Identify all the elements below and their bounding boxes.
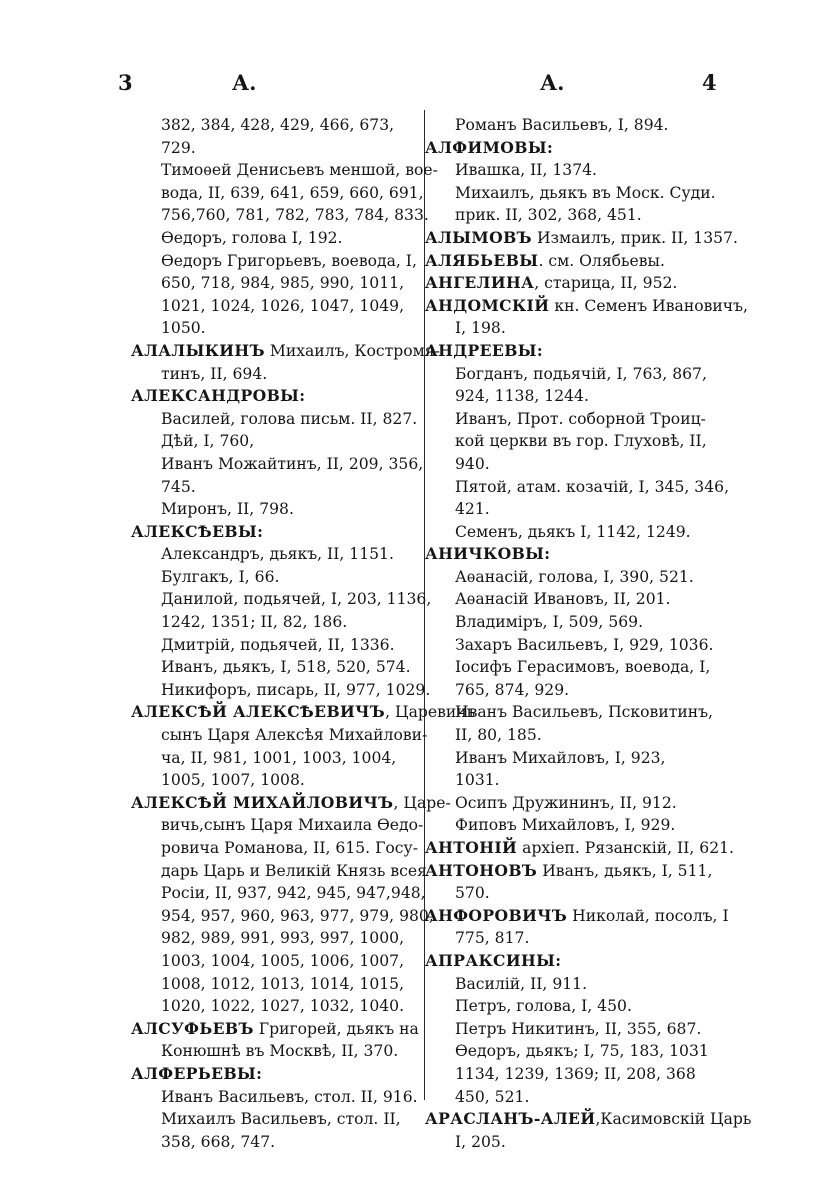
surname-heading: АНТОНІЙ [425,838,518,857]
section-letter-right: А. [540,70,565,95]
index-entry-line [425,882,725,905]
index-entry-line [425,363,725,386]
page-number-left: 3 [118,70,133,95]
entry-text: , Царе- [393,793,451,812]
entry-text: 450, 521. [455,1087,530,1106]
index-entry-line [425,317,725,340]
entry-text: 1003, 1004, 1005, 1006, 1007, [161,951,405,970]
entry-text: Ѳедоръ, дьякъ; I, 75, 183, 1031 [455,1042,709,1061]
index-entry-line [131,634,423,657]
index-entry-line [425,1131,725,1154]
entry-text: Петръ, голова, I, 450. [455,997,632,1016]
entry-text: 1050. [161,319,206,338]
entry-text: Иванъ, дьякъ, I, 511, [537,861,713,880]
index-entry-line [425,634,725,657]
entry-text: Дѣй, I, 760, [161,432,255,451]
surname-heading: АНИЧКОВЫ: [425,544,551,564]
index-entry-line [131,950,423,973]
entry-text: Захаръ Васильевъ, I, 929, 1036. [455,635,714,654]
entry-text: , Царевичь [385,703,476,722]
entry-text: 982, 989, 991, 993, 997, 1000, [161,929,405,948]
index-entry-line [425,701,725,724]
entry-text: Иванъ Можайтинъ, II, 209, 356, [161,454,424,473]
surname-heading: АНГЕЛИНА [425,273,535,293]
index-entry-line [131,882,426,905]
entry-text: дарь Царь и Великій Князь всея [161,861,427,880]
entry-text: 382, 384, 428, 429, 466, 673, [161,116,395,134]
section-letter-left: А. [232,70,257,95]
surname-heading: АЛЯБЬЕВЫ [425,250,539,270]
entry-text: Богданъ, подьячій, I, 763, 867, [455,364,707,383]
index-heading-line [131,1063,423,1086]
entry-text: Осипъ Дружининъ, II, 912. [455,793,677,812]
index-entry-line [131,430,423,453]
index-entry-line [131,973,423,996]
index-entry-line [425,204,725,227]
surname-heading: АНТОНОВЪ [425,860,538,880]
entry-text: Данилой, подьячей, I, 203, 1136, [161,590,432,609]
index-entry-line [425,927,725,950]
entry-text: вода, II, 639, 641, 659, 660, 691, [161,183,424,202]
entry-text: Иванъ Васильевъ, Псковитинъ, [455,703,713,722]
index-entry-line [425,159,725,182]
entry-text: кн. Семенъ Ивановичъ, [549,296,748,315]
entry-text: Михаилъ Васильевъ, стол. II, [161,1110,401,1129]
entry-text: Ивашка, II, 1374. [455,161,598,180]
index-entry-line [131,814,423,837]
index-entry-line [131,453,423,476]
index-entry-line [131,927,423,950]
surname-heading: АЛАЛЫКИНЪ [131,340,265,360]
entry-text: Григорей, дьякъ на [253,1019,419,1038]
index-entry-line [131,905,434,928]
index-heading-line [131,385,423,408]
index-entry-line [131,1108,423,1131]
entry-text: 1134, 1239, 1369; II, 208, 368 [455,1064,696,1083]
index-entry-line [425,747,725,770]
entry-text: 1020, 1022, 1027, 1032, 1040. [161,997,405,1016]
index-entry-line [425,792,725,815]
index-entry-line [425,182,725,205]
page-number-right: 4 [702,70,717,95]
index-entry-line [425,611,725,634]
entry-text: Александръ, дьякъ, II, 1151. [161,545,394,564]
index-entry-line [131,295,423,318]
entry-text: Ѳедоръ, голова I, 192. [161,228,343,247]
index-entry-line [131,408,423,431]
surname-heading: АРАСЛАНЪ-АЛЕЙ [425,1109,596,1129]
index-entry-line [425,995,725,1018]
entry-text: II, 80, 185. [455,726,542,745]
entry-text: 1021, 1024, 1026, 1047, 1049, [161,296,405,315]
entry-text: Ѳедоръ Григорьевъ, воевода, I, [161,251,417,270]
index-entry-line [425,724,725,747]
entry-text: 650, 718, 984, 985, 990, 1011, [161,274,405,293]
entry-text: Тимоѳей Денисьевъ меншой, вое- [161,161,438,180]
index-entry-line [131,611,423,634]
entry-text: 924, 1138, 1244. [455,387,589,406]
index-heading-line [131,701,476,724]
index-heading-line [131,521,423,544]
index-entry-line [131,476,423,499]
entry-text: Росіи, II, 937, 942, 945, 947,948, [161,884,426,903]
index-entry-line [131,860,427,883]
index-entry-line [131,137,423,160]
index-entry-line [131,588,432,611]
index-entry-line [131,114,423,137]
index-heading-line [131,1018,423,1041]
entry-text: Измаилъ, прик. II, 1357. [531,228,738,247]
index-entry-line [131,543,423,566]
index-heading-line [425,227,738,250]
entry-text: Никифоръ, писарь, II, 977, 1029. [161,680,431,699]
index-entry-line [425,408,725,431]
index-entry-line [131,679,431,702]
entry-text: Іосифъ Герасимовъ, воевода, I, [455,658,711,677]
index-entry-line [131,1040,423,1063]
index-entry-line [131,317,423,340]
index-entry-line [425,114,725,137]
entry-text: Иванъ, Прот. соборной Троиц- [455,409,706,428]
index-entry-line [425,1086,725,1109]
surname-heading: АЛЕКСѢЙ АЛЕКСѢЕВИЧЪ [131,702,386,722]
index-entry-line [131,498,423,521]
index-entry-line [131,227,423,250]
surname-heading: АЛФИМОВЫ: [425,137,554,157]
surname-heading: АНДОМСКІЙ [425,295,550,315]
index-entry-line [425,1063,725,1086]
entry-text: вичь,сынъ Царя Михаила Ѳедо- [161,816,424,835]
entry-text: архіеп. Рязанскій, II, 621. [517,839,734,857]
entry-text: Аѳанасій, голова, I, 390, 521. [455,567,694,586]
index-entry-line [131,995,423,1018]
index-entry-line [131,656,423,679]
entry-text: Михаилъ, дьякъ въ Моск. Суди. [455,183,716,202]
entry-text: Романъ Васильевъ, I, 894. [455,116,669,134]
entry-text: сынъ Царя Алексѣя Михайлови- [161,726,428,745]
index-entry-line [425,385,725,408]
index-entry-line [425,588,725,611]
entry-text: Булгакъ, I, 66. [161,567,280,586]
index-entry-line [425,521,725,544]
surname-heading: АЛЕКСѢЙ МИХАЙЛОВИЧЪ [131,792,394,812]
surname-heading: АЛЕКСѢЕВЫ: [131,521,264,541]
index-entry-line [425,1018,725,1041]
entry-text: 954, 957, 960, 963, 977, 979, 980, [161,906,434,925]
index-heading-line [425,250,725,273]
entry-text: 940. [455,454,490,473]
index-entry-line [425,656,725,679]
index-entry-line [425,1040,725,1063]
entry-text: Иванъ, дьякъ, I, 518, 520, 574. [161,658,411,677]
entry-text: I, 198. [455,319,506,338]
index-entry-line [425,476,730,499]
entry-text: ровича Романова, II, 615. Госу- [161,839,418,857]
entry-text: Владиміръ, I, 509, 569. [455,613,644,632]
index-entry-line [131,1131,423,1154]
index-heading-line [425,340,725,363]
index-heading-line [425,272,725,295]
index-entry-line [131,724,428,747]
index-heading-line [425,905,729,928]
entry-text: Миронъ, II, 798. [161,500,294,519]
entry-text: I, 205. [455,1132,506,1151]
entry-text: Иванъ Михайловъ, I, 923, [455,748,666,767]
entry-text: тинъ, II, 694. [161,364,268,383]
index-entry-line [425,566,725,589]
surname-heading: АЛЕКСАНДРОВЫ: [131,386,306,406]
index-entry-line [131,837,423,860]
entry-text: кой церкви въ гор. Глуховѣ, II, [455,432,707,451]
index-heading-line [131,340,440,363]
entry-text: ,Касимовскій Царь [595,1110,752,1129]
surname-heading: АНДРЕЕВЫ: [425,340,544,360]
entry-text: Михаилъ, Костромя- [264,341,440,360]
entry-text: Василей, голова письм. II, 827. [161,409,418,428]
entry-text: 1008, 1012, 1013, 1014, 1015, [161,974,405,993]
index-heading-line [425,950,725,973]
index-entry-line [425,973,725,996]
index-heading-line [425,1108,752,1131]
surname-heading: АЛФЕРЬЕВЫ: [131,1063,263,1083]
surname-heading: АЛСУФЬЕВЪ [131,1018,254,1038]
entry-text: 729. [161,138,196,157]
index-entry-line [425,430,725,453]
entry-text: Василій, II, 911. [455,974,588,993]
entry-text: Пятой, атам. козачій, I, 345, 346, [455,477,730,496]
entry-text: 1005, 1007, 1008. [161,771,305,790]
index-entry-line [131,204,429,227]
index-entry-line [131,159,438,182]
index-heading-line [131,792,451,815]
index-heading-line [425,837,734,860]
entry-text: Конюшнѣ въ Москвѣ, II, 370. [161,1042,399,1061]
entry-text: . см. Олябьевы. [538,251,665,270]
entry-text: Аѳанасій Ивановъ, II, 201. [455,590,671,609]
entry-text: Николай, посолъ, I [567,906,729,925]
entry-text: Фиповъ Михайловъ, I, 929. [455,816,676,835]
entry-text: 756,760, 781, 782, 783, 784, 833. [161,206,429,225]
entry-text: 775, 817. [455,929,530,948]
entry-text: Семенъ, дьякъ I, 1142, 1249. [455,522,691,541]
entry-text: Иванъ Васильевъ, стол. II, 916. [161,1087,418,1106]
index-entry-line [425,453,725,476]
surname-heading: АЛЫМОВЪ [425,227,532,247]
index-heading-line [425,137,725,160]
entry-text: 745. [161,477,196,496]
entry-text: Дмитрій, подьячей, II, 1336. [161,635,395,654]
index-heading-line [425,543,725,566]
surname-heading: АНФОРОВИЧЪ [425,905,568,925]
entry-text: прик. II, 302, 368, 451. [455,206,642,225]
index-entry-line [131,566,423,589]
index-entry-line [131,1086,423,1109]
index-entry-line [425,498,725,521]
entry-text: , старица, II, 952. [534,274,678,293]
entry-text: 421. [455,500,490,519]
index-entry-line [131,363,423,386]
index-entry-line [131,182,423,205]
entry-text: 765, 874, 929. [455,680,570,699]
index-column-right [425,114,752,1153]
index-entry-line [425,769,725,792]
index-heading-line [425,860,725,883]
index-entry-line [425,814,725,837]
entry-text: 570. [455,884,490,903]
surname-heading: АПРАКСИНЫ: [425,950,562,970]
entry-text: Петръ Никитинъ, II, 355, 687. [455,1019,702,1038]
index-entry-line [131,272,423,295]
index-entry-line [131,769,423,792]
index-entry-line [131,250,423,273]
entry-text: 358, 668, 747. [161,1132,276,1151]
entry-text: 1031. [455,771,500,790]
index-heading-line [425,295,748,318]
index-entry-line [425,679,725,702]
index-entry-line [131,747,423,770]
entry-text: 1242, 1351; II, 82, 186. [161,613,348,632]
entry-text: ча, II, 981, 1001, 1003, 1004, [161,748,397,767]
